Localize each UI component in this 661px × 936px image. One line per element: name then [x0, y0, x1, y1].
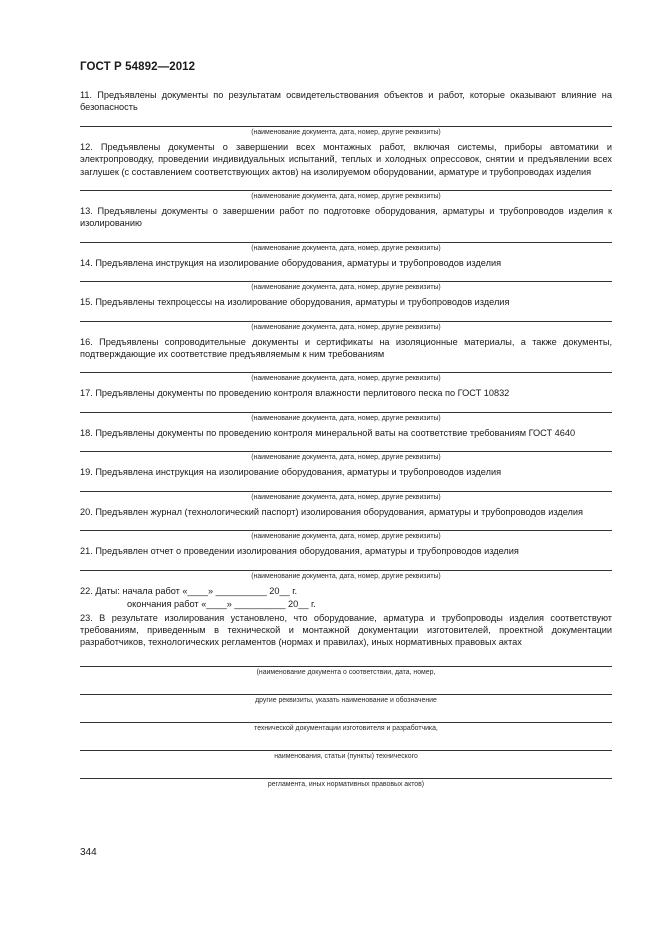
form-item-text: 11. Предъявлены документы по результатам освидетельствования объектов и работ, которые оказывают влияние на безопасность	[80, 90, 612, 113]
fill-in-line[interactable]	[80, 231, 612, 243]
fill-in-line[interactable]	[80, 440, 612, 452]
line-caption: (наименование документа, дата, номер, другие реквизиты)	[251, 454, 441, 462]
page-number: 344	[80, 847, 97, 858]
form-item	[80, 296, 612, 331]
final-item	[80, 612, 612, 789]
form-item	[80, 89, 612, 137]
fill-in-line[interactable]	[80, 270, 612, 282]
line-caption: (наименование документа, дата, номер, другие реквизиты)	[251, 572, 441, 580]
line-caption: наименования, статьи (пункты) технического	[274, 752, 418, 760]
form-item	[80, 257, 612, 292]
fill-in-line[interactable]	[80, 519, 612, 531]
fill-in-line[interactable]	[80, 655, 612, 667]
line-caption: другие реквизиты, указать наименование и обозначение	[255, 696, 437, 704]
fill-in-line[interactable]	[80, 361, 612, 373]
form-item-text: 16. Предъявлены сопроводительные документы и сертификаты на изоляционные материалы, а также документы, подтверждающие их соответствие предъявляемым к ним требованиям	[80, 336, 612, 360]
fill-in-line[interactable]	[80, 559, 612, 571]
work-dates	[80, 585, 612, 612]
final-item-lines	[80, 655, 612, 789]
fill-in-line[interactable]	[80, 115, 612, 127]
line-caption: (наименование документа, дата, номер, другие реквизиты)	[251, 533, 441, 541]
form-item-text: 18. Предъявлены документы по проведению контроля минеральной ваты на соответствие требованиям ГОСТ 4640	[80, 427, 576, 438]
form-item	[80, 545, 612, 580]
line-caption: технической документации изготовителя и разработчика,	[254, 724, 438, 732]
form-item	[80, 205, 612, 253]
fill-in-line[interactable]	[80, 683, 612, 695]
line-caption: регламента, иных нормативных правовых актов)	[267, 780, 425, 788]
line-caption: (наименование документа, дата, номер, другие реквизиты)	[251, 375, 441, 383]
document-header: ГОСТ Р 54892—2012	[80, 61, 196, 73]
fill-in-line[interactable]	[80, 711, 612, 723]
fill-in-line[interactable]	[80, 480, 612, 492]
form-items	[80, 89, 612, 581]
line-caption: (наименование документа, дата, номер, другие реквизиты)	[251, 414, 441, 422]
line-caption: (наименование документа, дата, номер, другие реквизиты)	[251, 244, 441, 252]
fill-in-line[interactable]	[80, 179, 612, 191]
fill-in-line[interactable]	[80, 401, 612, 413]
line-caption: (наименование документа, дата, номер, другие реквизиты)	[251, 493, 441, 501]
form-item	[80, 387, 612, 422]
line-caption: (наименование документа, дата, номер, другие реквизиты)	[251, 128, 441, 136]
start-date-line: 22. Даты: начала работ «____» __________ 20__ г.	[80, 585, 298, 596]
line-caption: (наименование документа, дата, номер, другие реквизиты)	[251, 193, 441, 201]
line-caption: (наименование документа, дата, номер, другие реквизиты)	[251, 323, 441, 331]
form-content	[80, 89, 612, 793]
final-item-text: 23. В результате изолирования установлено, что оборудование, арматура и трубопроводы изделия соответствуют требованиям, приведенным в технической и монтажной документации изготовителей, проектной документации разработчиков, технологических регламентов (нормах и правилах), иных нормативных правовых актах	[80, 612, 612, 648]
form-item-text: 12. Предъявлены документы о завершении всех монтажных работ, включая системы, приборы автоматики и электропроводку, проведении индивидуальных испытаний, теплых и холодных опрессовок, снятии и предъявлении всех заглушек (с составлением соответствующих актов) на изолируемом оборудовании, арматуре и трубопроводах изделия	[80, 141, 612, 177]
line-caption: (наименование документа о соответствии, дата, номер,	[256, 668, 436, 676]
form-item	[80, 506, 612, 541]
form-item-text: 19. Предъявлена инструкция на изолирование оборудования, арматуры и трубопроводов изделия	[80, 467, 502, 478]
fill-in-line[interactable]	[80, 767, 612, 779]
form-item	[80, 141, 612, 201]
line-caption: (наименование документа, дата, номер, другие реквизиты)	[251, 284, 441, 292]
form-item-text: 21. Предъявлен отчет о проведении изолирования оборудования, арматуры и трубопроводов изделия	[80, 546, 519, 557]
form-item	[80, 427, 612, 462]
form-item	[80, 336, 612, 384]
fill-in-line[interactable]	[80, 739, 612, 751]
form-item-text: 20. Предъявлен журнал (технологический паспорт) изолирования оборудования, арматуры и трубопроводов изделия	[80, 506, 583, 517]
form-item-text: 17. Предъявлены документы по проведению контроля влажности перлитового песка по ГОСТ 10832	[80, 388, 510, 399]
form-item-text: 13. Предъявлены документы о завершении работ по подготовке оборудования, арматуры и трубопроводов изделия к изолированию	[80, 206, 612, 229]
form-item	[80, 466, 612, 501]
end-date-line: окончания работ «____» __________ 20__ г.	[127, 599, 316, 609]
form-item-text: 15. Предъявлены техпроцессы на изолирование оборудования, арматуры и трубопроводов изделия	[80, 297, 510, 308]
fill-in-line[interactable]	[80, 310, 612, 322]
form-item-text: 14. Предъявлена инструкция на изолирование оборудования, арматуры и трубопроводов изделия	[80, 257, 502, 268]
